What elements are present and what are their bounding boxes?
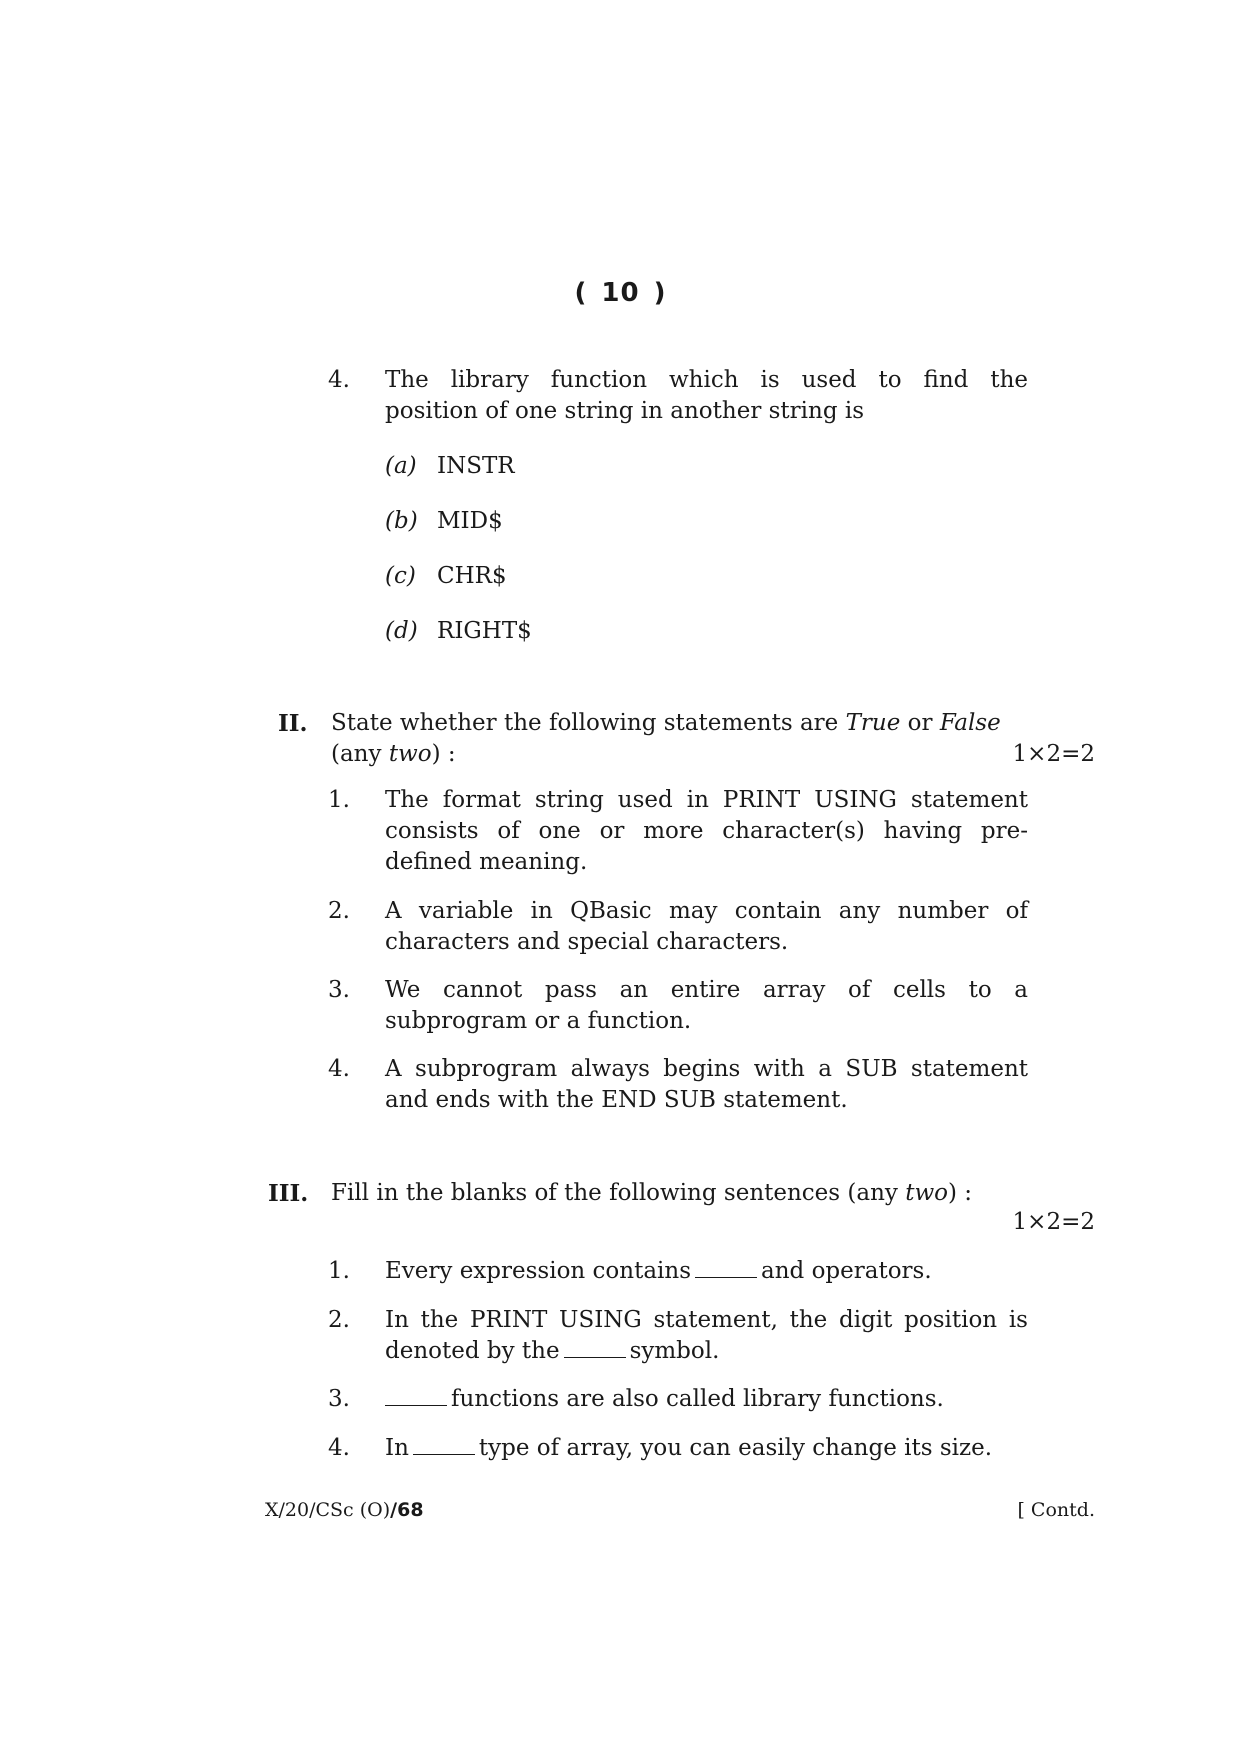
item-text-after: and operators. — [761, 1258, 932, 1284]
item-text-before: In — [385, 1435, 409, 1461]
item-number: 2. — [328, 898, 350, 924]
open-paren: ( — [574, 278, 588, 308]
paper-code-number: /68 — [390, 1499, 424, 1521]
section-instruction — [331, 1178, 972, 1209]
page-number-value: 10 — [601, 278, 640, 308]
item-text — [385, 1433, 992, 1464]
contd-label: [ Contd. — [1017, 1499, 1095, 1521]
item-number: 1. — [328, 787, 350, 813]
option-a — [385, 451, 515, 482]
question-number: 4. — [328, 367, 350, 393]
item-number: 3. — [328, 977, 350, 1003]
item-number: 4. — [328, 1056, 350, 1082]
fill-item-4 — [328, 1433, 1028, 1465]
item-text-after: functions are also called library functions. — [451, 1386, 944, 1412]
answer-blank — [564, 1339, 626, 1358]
item-text — [385, 1336, 719, 1367]
option-label: (a) — [385, 453, 417, 479]
item-line: consists of one or more character(s) having pre- — [385, 818, 1028, 844]
item-line: A subprogram always begins with a SUB statement — [385, 1056, 1028, 1082]
section-instruction-line-1 — [331, 708, 1001, 739]
question-line-2: position of one string in another string is — [385, 398, 865, 424]
option-d — [385, 616, 532, 647]
tf-item-3 — [328, 975, 1028, 1039]
item-line: subprogram or a function. — [385, 1008, 692, 1034]
item-number: 2. — [328, 1307, 350, 1333]
two-word: two — [388, 741, 432, 767]
option-text: MID$ — [437, 508, 503, 534]
option-label: (c) — [385, 563, 416, 589]
section-2-heading — [278, 708, 1038, 770]
section-2-marks: 1×2=2 — [1012, 741, 1095, 767]
item-line: The format string used in PRINT USING statement — [385, 787, 1028, 813]
fill-item-1 — [328, 1256, 1028, 1288]
option-text: CHR$ — [437, 563, 507, 589]
tf-item-1 — [328, 785, 1028, 880]
item-text — [385, 1256, 932, 1287]
item-text-after: symbol. — [629, 1338, 720, 1364]
instruction-text: ) : — [948, 1180, 973, 1206]
fill-item-3 — [328, 1384, 1028, 1416]
option-c — [385, 561, 507, 592]
section-instruction-line-2 — [331, 739, 456, 770]
tf-item-2 — [328, 896, 1028, 960]
tf-item-4 — [328, 1054, 1028, 1118]
item-line: In the PRINT USING statement, the digit position is — [385, 1307, 1028, 1333]
option-b — [385, 506, 503, 537]
false-word: False — [939, 710, 1001, 736]
section-3-marks: 1×2=2 — [1012, 1209, 1095, 1235]
page-number — [0, 278, 1241, 308]
item-line: We cannot pass an entire array of cells to a — [385, 977, 1028, 1003]
item-text-before: Every expression contains — [385, 1258, 692, 1284]
answer-blank — [385, 1387, 447, 1406]
item-line: characters and special characters. — [385, 929, 789, 955]
answer-blank — [413, 1436, 475, 1455]
paper-code — [265, 1499, 424, 1521]
close-paren: ) — [653, 278, 667, 308]
instruction-text: Fill in the blanks of the following sentences (any — [331, 1180, 906, 1206]
fill-item-2 — [328, 1305, 1028, 1369]
section-number: III. — [268, 1180, 309, 1207]
answer-blank — [695, 1259, 757, 1278]
item-text-before: denoted by the — [385, 1338, 560, 1364]
two-word: two — [905, 1180, 948, 1206]
item-line: A variable in QBasic may contain any number of — [385, 898, 1028, 924]
item-line: and ends with the END SUB statement. — [385, 1087, 848, 1113]
item-number: 3. — [328, 1386, 350, 1412]
true-word: True — [845, 710, 901, 736]
instruction-text: or — [900, 710, 940, 736]
item-number: 4. — [328, 1435, 350, 1461]
question-line-1: The library function which is used to find the — [385, 367, 1028, 393]
item-line: defined meaning. — [385, 849, 588, 875]
option-text: INSTR — [437, 453, 515, 479]
section-number: II. — [278, 710, 308, 737]
item-number: 1. — [328, 1258, 350, 1284]
instruction-text: ) : — [431, 741, 456, 767]
instruction-text: (any — [331, 741, 389, 767]
section-3-heading — [268, 1178, 1038, 1210]
item-text-after: type of array, you can easily change its size. — [478, 1435, 993, 1461]
option-text: RIGHT$ — [437, 618, 532, 644]
question-4 — [328, 365, 1028, 435]
item-text — [385, 1384, 944, 1415]
instruction-text: State whether the following statements are — [331, 710, 846, 736]
paper-code-text: X/20/CSc (O) — [265, 1499, 391, 1521]
option-label: (d) — [385, 618, 418, 644]
option-label: (b) — [385, 508, 418, 534]
